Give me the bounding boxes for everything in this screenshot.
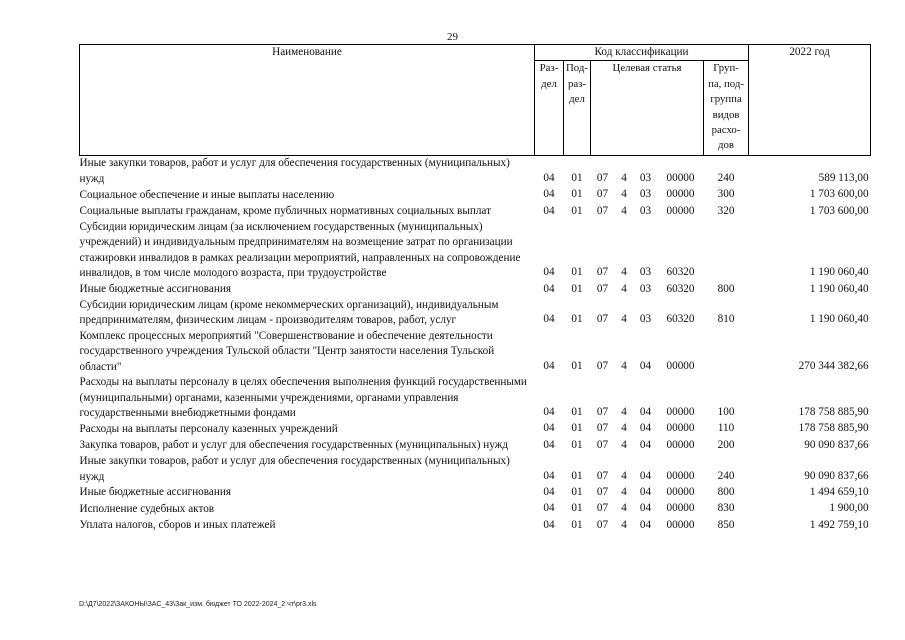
row-gruppa: 800 (717, 485, 735, 498)
row-celevaya-1: 07 (596, 518, 609, 531)
row-podrazdel: 01 (571, 266, 583, 279)
row-gruppa: 110 (717, 422, 735, 435)
row-gruppa: 320 (717, 204, 735, 217)
row-podrazdel: 01 (571, 422, 583, 435)
row-name: Социальные выплаты гражданам, кроме публичных нормативных социальных выплат (79, 205, 491, 218)
row-amount: 1 494 659,10 (809, 485, 869, 498)
row-celevaya-1: 07 (596, 266, 609, 279)
header-podrazdel: Под- раз- дел (564, 61, 591, 156)
row-razdel: 04 (543, 438, 555, 451)
row-celevaya-3: 04 (639, 359, 652, 372)
row-celevaya-1: 07 (596, 313, 609, 326)
row-celevaya-3: 04 (639, 438, 652, 451)
row-celevaya-3: 04 (639, 518, 652, 531)
row-name: Субсидии юридическим лицам (за исключением государственных (муниципальных) учреждений) и индивидуальным предпринимателям на возмещение затрат по организации стажировки инвалидов в рамках реализации мероприятий, направленных на сопровождение инвалидов, в том числе молодого возраста, при трудоустройстве (79, 221, 521, 280)
row-name: Иные бюджетные ассигнования (79, 283, 231, 296)
row-gruppa (704, 329, 749, 375)
header-code: Код классификации (535, 45, 749, 61)
header-celevaya: Целевая статья (591, 61, 704, 156)
table-row (80, 187, 871, 203)
page-number: 29 (447, 31, 458, 43)
header-name: Наименование (80, 45, 535, 156)
row-celevaya-1: 07 (596, 422, 609, 435)
table-row (80, 204, 871, 220)
row-celevaya-2: 4 (621, 204, 627, 217)
row-gruppa: 100 (717, 405, 735, 418)
row-name: Уплата налогов, сборов и иных платежей (79, 519, 276, 532)
row-name: Закупка товаров, работ и услуг для обеспечения государственных (муниципальных) нужд (79, 439, 509, 452)
row-celevaya-3: 04 (639, 469, 652, 482)
row-celevaya-4: 00000 (666, 485, 695, 498)
table-row (80, 156, 871, 187)
row-gruppa: 300 (717, 188, 735, 201)
row-celevaya-2: 4 (621, 188, 627, 201)
row-amount: 1 703 600,00 (809, 204, 869, 217)
row-celevaya-2: 4 (621, 313, 627, 326)
header-gruppa: Груп- па, под- группа видов расхо- дов (704, 61, 749, 156)
row-celevaya-4: 60320 (666, 313, 695, 326)
row-celevaya-1: 07 (596, 359, 609, 372)
row-gruppa: 200 (717, 438, 735, 451)
row-name: Иные закупки товаров, работ и услуг для обеспечения государственных (муниципальных) нужд (79, 157, 510, 185)
row-celevaya-1: 07 (596, 282, 609, 295)
row-celevaya-2: 4 (621, 405, 627, 418)
budget-table (79, 44, 871, 534)
row-celevaya-2: 4 (621, 266, 627, 279)
row-razdel: 04 (543, 485, 555, 498)
row-razdel: 04 (543, 266, 555, 279)
row-name: Иные закупки товаров, работ и услуг для обеспечения государственных (муниципальных) нужд (79, 455, 510, 483)
row-podrazdel: 01 (571, 313, 583, 326)
row-amount: 1 492 759,10 (809, 518, 869, 531)
row-razdel: 04 (543, 313, 555, 326)
row-name: Исполнение судебных актов (79, 502, 215, 515)
table-row (80, 454, 871, 485)
row-celevaya-3: 04 (639, 502, 652, 515)
row-celevaya-2: 4 (621, 438, 627, 451)
row-amount: 1 190 060,40 (809, 313, 869, 326)
row-amount: 1 190 060,40 (809, 282, 869, 295)
row-razdel: 04 (543, 518, 555, 531)
row-podrazdel: 01 (571, 518, 583, 531)
table-row (80, 329, 871, 375)
table-row (80, 298, 871, 329)
row-amount: 1 703 600,00 (809, 188, 869, 201)
row-celevaya-2: 4 (621, 485, 627, 498)
row-celevaya-1: 07 (596, 469, 609, 482)
table-row (80, 421, 871, 437)
row-celevaya-2: 4 (621, 171, 627, 184)
row-gruppa: 240 (717, 469, 735, 482)
row-celevaya-2: 4 (621, 422, 627, 435)
header-year: 2022 год (749, 45, 871, 156)
row-razdel: 04 (543, 282, 555, 295)
table-row (80, 438, 871, 454)
row-celevaya-4: 00000 (666, 469, 695, 482)
row-podrazdel: 01 (571, 188, 583, 201)
row-celevaya-3: 03 (639, 204, 652, 217)
row-amount: 589 113,00 (818, 171, 869, 184)
row-podrazdel: 01 (571, 359, 583, 372)
row-celevaya-1: 07 (596, 405, 609, 418)
row-celevaya-3: 04 (639, 485, 652, 498)
row-celevaya-4: 00000 (666, 438, 695, 451)
row-razdel: 04 (543, 405, 555, 418)
row-celevaya-2: 4 (621, 282, 627, 295)
row-celevaya-2: 4 (621, 359, 627, 372)
row-celevaya-1: 07 (596, 438, 609, 451)
row-celevaya-4: 00000 (666, 405, 695, 418)
row-celevaya-3: 03 (639, 171, 652, 184)
row-celevaya-1: 07 (596, 485, 609, 498)
row-amount: 90 090 837,66 (804, 438, 869, 451)
row-celevaya-4: 00000 (666, 171, 695, 184)
header-razdel: Раз- дел (535, 61, 564, 156)
row-razdel: 04 (543, 171, 555, 184)
row-celevaya-1: 07 (596, 502, 609, 515)
row-name: Расходы на выплаты персоналу в целях обеспечения выполнения функций государственными (муниципальными) органами, казенными учреждениями, органами управления государственными внебюджетными фондами (79, 376, 527, 419)
row-razdel: 04 (543, 422, 555, 435)
table-row (80, 518, 871, 534)
row-celevaya-3: 03 (639, 188, 652, 201)
row-celevaya-4: 00000 (666, 502, 695, 515)
row-celevaya-3: 04 (639, 422, 652, 435)
row-razdel: 04 (543, 502, 555, 515)
table-row (80, 220, 871, 282)
row-celevaya-4: 00000 (666, 188, 695, 201)
row-celevaya-4: 00000 (666, 359, 695, 372)
row-name: Комплекс процессных мероприятий "Совершенствование и обеспечение деятельности государственного учреждения Тульской области "Центр занятости населения Тульской области" (79, 329, 495, 373)
row-gruppa (704, 220, 749, 282)
row-celevaya-2: 4 (621, 469, 627, 482)
row-podrazdel: 01 (571, 502, 583, 515)
table-row (80, 375, 871, 421)
row-podrazdel: 01 (571, 282, 583, 295)
row-celevaya-4: 60320 (666, 282, 695, 295)
table-row (80, 282, 871, 298)
row-celevaya-1: 07 (596, 204, 609, 217)
row-amount: 1 900,00 (829, 502, 869, 515)
footer-file-path: D:\Д7\2022\ЗАКОНЫ\ЗАС_43\Зак_изм. бюджет ТО 2022-2024_2 чт\pr3.xls (79, 601, 317, 608)
row-name: Иные бюджетные ассигнования (79, 486, 231, 499)
row-name: Социальное обеспечение и иные выплаты населению (79, 188, 335, 201)
row-amount: 90 090 837,66 (804, 469, 869, 482)
table-row (80, 501, 871, 517)
row-razdel: 04 (543, 204, 555, 217)
row-podrazdel: 01 (571, 438, 583, 451)
row-celevaya-4: 00000 (666, 204, 695, 217)
row-celevaya-2: 4 (621, 518, 627, 531)
row-name: Субсидии юридическим лицам (кроме некоммерческих организаций), индивидуальным предпринимателям, физическим лицам - производителям товаров, работ, услуг (79, 299, 499, 327)
row-podrazdel: 01 (571, 405, 583, 418)
row-celevaya-4: 00000 (666, 422, 695, 435)
row-gruppa: 830 (717, 502, 735, 515)
row-celevaya-3: 03 (639, 266, 652, 279)
row-celevaya-1: 07 (596, 188, 609, 201)
row-celevaya-3: 04 (639, 405, 652, 418)
row-amount: 178 758 885,90 (798, 405, 869, 418)
row-gruppa: 240 (717, 171, 735, 184)
row-podrazdel: 01 (571, 469, 583, 482)
row-razdel: 04 (543, 188, 555, 201)
row-podrazdel: 01 (571, 204, 583, 217)
row-celevaya-4: 00000 (666, 518, 695, 531)
row-gruppa: 800 (717, 282, 735, 295)
row-podrazdel: 01 (571, 485, 583, 498)
row-razdel: 04 (543, 469, 555, 482)
row-celevaya-3: 03 (639, 282, 652, 295)
row-name: Расходы на выплаты персоналу казенных учреждений (79, 422, 338, 435)
table-row (80, 485, 871, 501)
row-gruppa: 850 (717, 518, 735, 531)
row-celevaya-3: 03 (639, 313, 652, 326)
row-amount: 270 344 382,66 (798, 359, 869, 372)
row-celevaya-1: 07 (596, 171, 609, 184)
row-gruppa: 810 (717, 313, 735, 326)
row-amount: 1 190 060,40 (809, 266, 869, 279)
row-celevaya-4: 60320 (666, 266, 695, 279)
row-podrazdel: 01 (571, 171, 583, 184)
row-razdel: 04 (543, 359, 555, 372)
row-amount: 178 758 885,90 (798, 422, 869, 435)
row-celevaya-2: 4 (621, 502, 627, 515)
